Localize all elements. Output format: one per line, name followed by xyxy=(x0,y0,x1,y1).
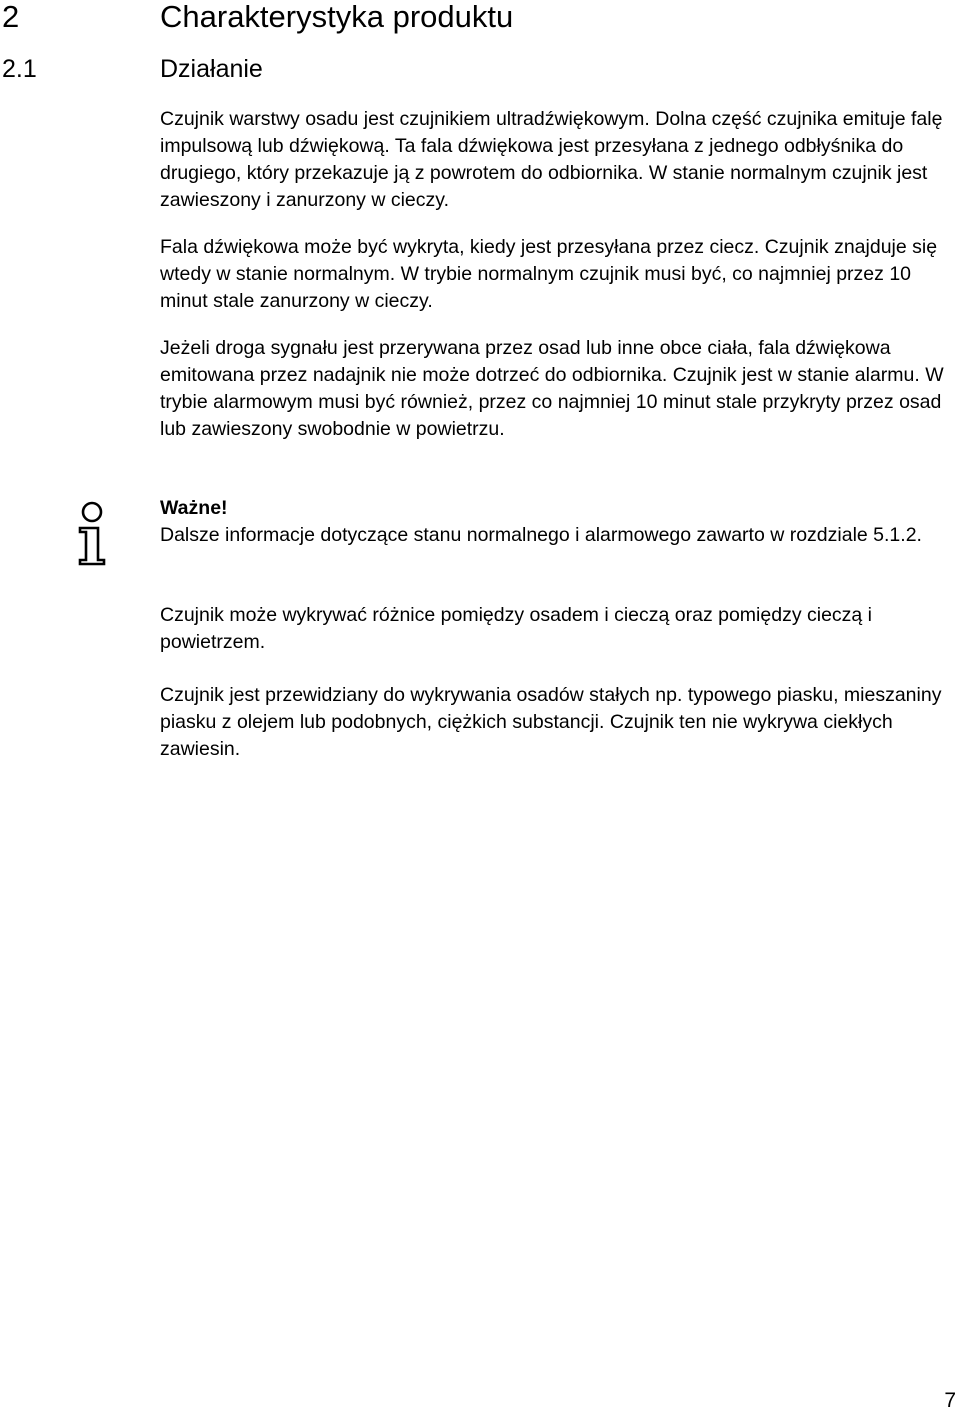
chapter-title: Charakterystyka produktu xyxy=(160,0,514,34)
chapter-number: 2 xyxy=(2,0,20,34)
note-text: Dalsze informacje dotyczące stanu normalnego i alarmowego zawarto w rozdziale 5.1.2. xyxy=(160,524,922,546)
paragraph-intended-use: Czujnik jest przewidziany do wykrywania osadów stałych np. typowego piasku, mieszaniny piasku z olejem lub podobnych, ciężkich substancji. Czujnik ten nie wykrywa ciekłych zawiesin. xyxy=(160,684,942,760)
paragraph-operation: Czujnik warstwy osadu jest czujnikiem ultradźwiękowym. Dolna część czujnika emituje falę impulsową lub dźwiękową. Ta fala dźwiękowa jest przesyłana z jednego odbłyśnika do drugiego, który przekazuje ją z powrotem do odbiornika. W stanie normalnym czujnik jest zawieszony i zanurzony w cieczy. xyxy=(160,108,943,211)
note-title: Ważne! xyxy=(160,497,228,519)
paragraph-detection: Czujnik może wykrywać różnice pomiędzy osadem i cieczą oraz pomiędzy cieczą i powietrzem. xyxy=(160,604,873,653)
page-number: 7 xyxy=(944,1389,956,1412)
paragraph-alarm-state: Jeżeli droga sygnału jest przerywana przez osad lub inne obce ciała, fala dźwiękowa emitowana przez nadajnik nie może dotrzeć do odbiornika. Czujnik jest w stanie alarmu. W trybie alarmowym musi być również, przez co najmniej 10 minut stale przykryty przez osad lub zawieszony swobodnie w powietrzu. xyxy=(160,337,944,440)
section-number: 2.1 xyxy=(2,55,37,83)
info-icon xyxy=(76,500,108,566)
paragraph-normal-state: Fala dźwiękowa może być wykryta, kiedy jest przesyłana przez ciecz. Czujnik znajduje się wtedy w stanie normalnym. W trybie normalnym czujnik musi być, co najmniej przez 10 minut stale zanurzony w cieczy. xyxy=(160,236,938,312)
section-title: Działanie xyxy=(160,55,263,83)
